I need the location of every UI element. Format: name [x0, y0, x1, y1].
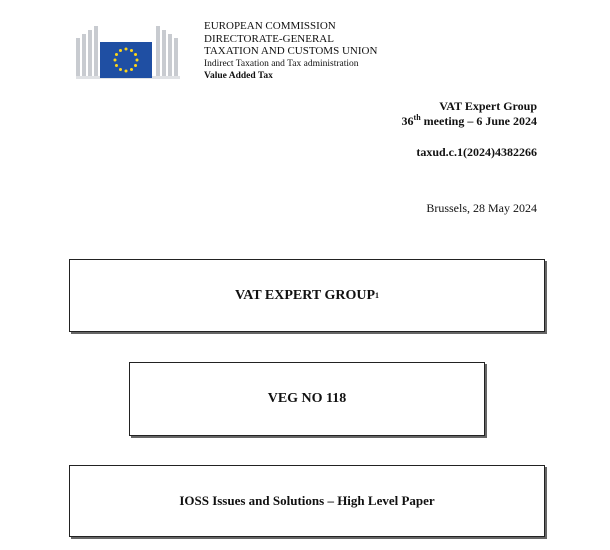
meeting-suffix: th: [413, 113, 421, 122]
document-subject: IOSS Issues and Solutions – High Level Paper: [179, 493, 435, 508]
meeting-date: meeting – 6 June 2024: [420, 114, 537, 128]
document-reference: taxud.c.1(2024)4382266: [416, 145, 537, 159]
org-line-directorate: Indirect Taxation and Tax administration: [204, 58, 359, 69]
eu-star-icon: [130, 49, 133, 52]
eu-star-icon: [119, 68, 122, 71]
org-line-commission: EUROPEAN COMMISSION: [204, 20, 336, 32]
eu-commission-logo: [76, 20, 192, 80]
subject-box: [69, 465, 545, 537]
eu-star-icon: [130, 68, 133, 71]
eu-star-icon: [115, 64, 118, 67]
document-number-box: [129, 362, 485, 436]
meeting-number: 36: [401, 114, 414, 128]
eu-star-icon: [136, 59, 139, 62]
meeting-line: [402, 114, 537, 129]
eu-star-icon: [115, 53, 118, 56]
organisation-header: [204, 20, 377, 83]
document-number: VEG NO 118: [267, 391, 347, 406]
org-line-taxud: TAXATION AND CUSTOMS UNION: [204, 45, 378, 57]
eu-star-icon: [134, 64, 137, 67]
group-name: VAT Expert Group: [439, 99, 537, 113]
org-line-unit: Value Added Tax: [204, 71, 273, 81]
eu-star-icon: [125, 70, 128, 73]
document-date: Brussels, 28 May 2024: [426, 201, 537, 215]
group-title: VAT EXPERT GROUP: [234, 287, 376, 303]
eu-star-icon: [119, 49, 122, 52]
org-line-dg: DIRECTORATE-GENERAL: [204, 32, 334, 45]
eu-star-icon: [125, 48, 128, 51]
group-title-box: VAT EXPERT GROUP 1: [69, 259, 545, 332]
eu-star-icon: [114, 59, 117, 62]
eu-star-icon: [134, 53, 137, 56]
meeting-info: [402, 99, 537, 129]
